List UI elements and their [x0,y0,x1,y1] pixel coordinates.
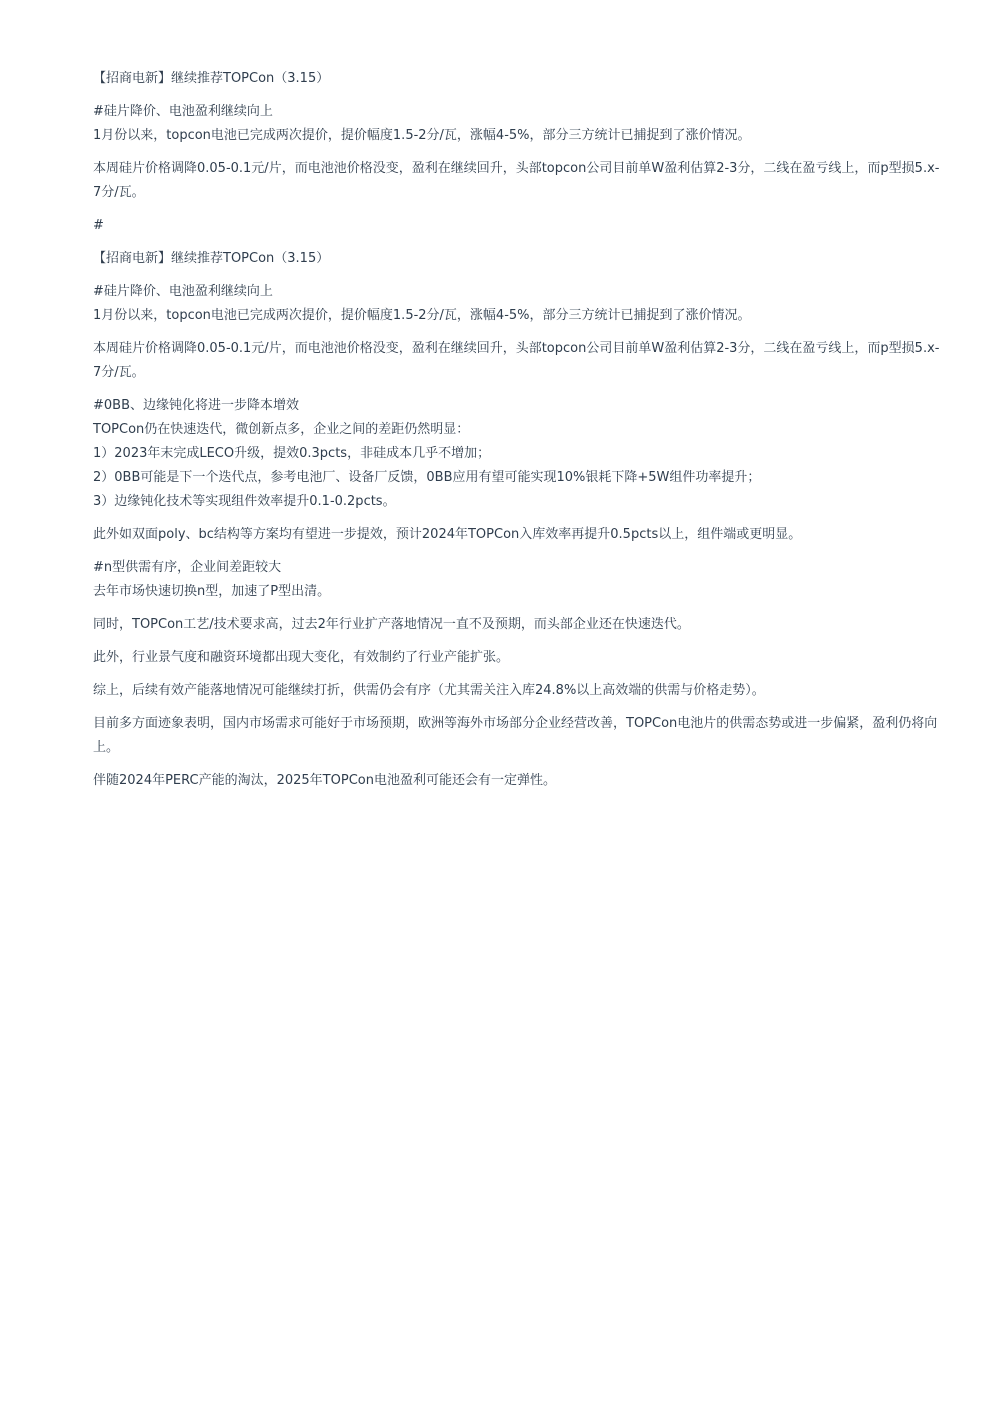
paragraph: 目前多方面迹象表明，国内市场需求可能好于市场预期，欧洲等海外市场部分企业经营改善，TOPCon电池片的供需态势或进一步偏紧，盈利仍将向上。 [93,716,938,755]
paragraph: 1月份以来，topcon电池已完成两次提价，提价幅度1.5-2分/瓦，涨幅4-5%，部分三方统计已捕捉到了涨价情况。 [93,128,751,143]
document-body [93,67,943,802]
paragraph: 此外，行业景气度和融资环境都出现大变化，有效制约了行业产能扩张。 [93,650,510,665]
paragraph-title-1: 【招商电新】继续推荐TOPCon（3.15） [93,71,330,86]
paragraph: 去年市场快速切换n型，加速了P型出清。 [93,584,331,599]
section-heading: #n型供需有序，企业间差距较大 [93,560,282,575]
list-item: 1）2023年末完成LECO升级，提效0.3pcts，非硅成本几乎不增加； [93,446,491,461]
section-block-4 [93,556,943,604]
paragraph-hash: # [93,218,104,233]
paragraph: 综上，后续有效产能落地情况可能继续打折，供需仍会有序（尤其需关注入库24.8%以上高效端的供需与价格走势）。 [93,683,765,698]
list-item: 2）0BB可能是下一个迭代点，参考电池厂、设备厂反馈，0BB应用有望可能实现10%银耗下降+5W组件功率提升； [93,470,761,485]
paragraph: 1月份以来，topcon电池已完成两次提价，提价幅度1.5-2分/瓦，涨幅4-5%，部分三方统计已捕捉到了涨价情况。 [93,308,751,323]
paragraph: 本周硅片价格调降0.05-0.1元/片，而电池池价格没变，盈利在继续回升，头部topcon公司目前单W盈利估算2-3分，二线在盈亏线上，而p型损5.x-7分/瓦。 [93,341,940,380]
section-block-2 [93,280,943,328]
paragraph: 伴随2024年PERC产能的淘汰，2025年TOPCon电池盈利可能还会有一定弹性。 [93,773,556,788]
paragraph: 同时，TOPCon工艺/技术要求高，过去2年行业扩产落地情况一直不及预期，而头部企业还在快速迭代。 [93,617,690,632]
section-heading: #硅片降价、电池盈利继续向上 [93,104,273,119]
paragraph-title-2: 【招商电新】继续推荐TOPCon（3.15） [93,251,330,266]
section-block-3 [93,394,943,514]
paragraph: 此外如双面poly、bc结构等方案均有望进一步提效，预计2024年TOPCon入库效率再提升0.5pcts以上，组件端或更明显。 [93,527,802,542]
paragraph: 本周硅片价格调降0.05-0.1元/片，而电池池价格没变，盈利在继续回升，头部topcon公司目前单W盈利估算2-3分，二线在盈亏线上，而p型损5.x-7分/瓦。 [93,161,940,200]
section-heading: #0BB、边缘钝化将进一步降本增效 [93,398,300,413]
section-heading: #硅片降价、电池盈利继续向上 [93,284,273,299]
section-block-1 [93,100,943,148]
paragraph: TOPCon仍在快速迭代，微创新点多，企业之间的差距仍然明显： [93,422,470,437]
list-item: 3）边缘钝化技术等实现组件效率提升0.1-0.2pcts。 [93,494,396,509]
